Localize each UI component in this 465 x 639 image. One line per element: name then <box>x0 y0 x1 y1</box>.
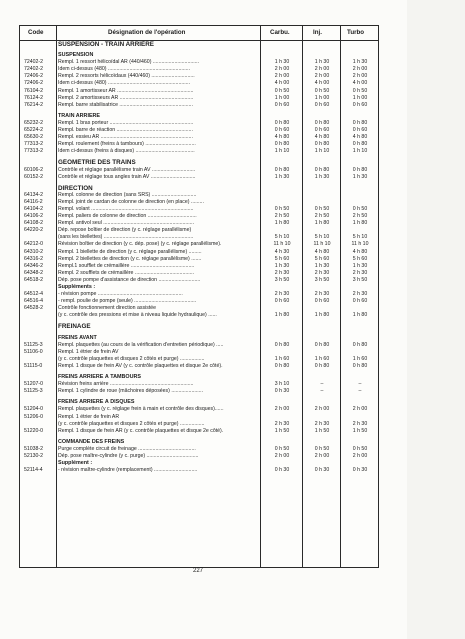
cell-carbu: 0 h 50 <box>274 445 290 452</box>
cell-turbo: 5 h 60 <box>352 255 368 262</box>
cell-turbo: 1 h 30 <box>352 173 368 180</box>
cell-inj: 1 h 30 <box>314 262 330 269</box>
cell-inj: 5 h 10 <box>314 234 330 241</box>
table-row <box>20 73 378 80</box>
header-designation: Désignation de l'opération <box>108 29 186 36</box>
cell-inj: 1 h 80 <box>314 220 330 227</box>
cell-desc: Rempl. 1 ressort hélicoïdal AR (440/460) ................................ <box>58 59 199 66</box>
cell-carbu: 1 h 80 <box>274 312 290 319</box>
cell-desc: (y c. contrôle plaquettes et disques 2 côtés et purge) ................. <box>58 420 205 427</box>
subsection-title <box>20 335 378 342</box>
cell-inj: 0 h 80 <box>314 166 330 173</box>
table-row <box>20 127 378 134</box>
cell-inj: 0 h 50 <box>314 445 330 452</box>
cell-turbo: – <box>358 381 362 388</box>
cell-inj: 0 h 80 <box>314 341 330 348</box>
cell-code: 64528-2 <box>24 305 44 312</box>
cell-carbu: 5 h 60 <box>274 255 290 262</box>
cell-turbo: 0 h 50 <box>352 87 368 94</box>
subsection-title <box>20 113 378 120</box>
cell-code: 64106-2 <box>24 213 44 220</box>
cell-code: 52130-2 <box>24 452 44 459</box>
cell-carbu: 3 h 10 <box>274 381 290 388</box>
cell-carbu: 0 h 80 <box>274 119 290 126</box>
cell-carbu: 1 h 30 <box>274 59 290 66</box>
cell-inj: 1 h 30 <box>314 173 330 180</box>
cell-turbo: 4 h 80 <box>352 134 368 141</box>
cell-desc: Rempl. 1 étrier de frein AV <box>58 348 119 355</box>
cell-inj: 4 h 80 <box>314 134 330 141</box>
cell-inj: 2 h 30 <box>314 291 330 298</box>
cell-code: 76214-2 <box>24 101 44 108</box>
table-row <box>20 428 378 435</box>
table-row <box>20 356 378 363</box>
cell-desc: Dép. repose boîtier de direction (y c. réglage parallélisme) <box>58 227 192 234</box>
table-row <box>20 213 378 220</box>
cell-desc: Dép. pose pompe d'assistance de direction ............................. <box>58 276 201 283</box>
cell-carbu: 2 h 00 <box>274 452 290 459</box>
cell-desc: - révision maître-cylindre (remplacement) .............................. <box>58 467 198 474</box>
subsection-title <box>20 399 378 406</box>
cell-desc: SUSPENSION - TRAIN ARRIÈRE <box>58 41 154 48</box>
cell-inj: 3 h 50 <box>314 276 330 283</box>
table-row <box>20 206 378 213</box>
cell-turbo: 2 h 30 <box>352 420 368 427</box>
cell-code: 64316-2 <box>24 255 44 262</box>
cell-desc: Supplément : <box>58 460 93 467</box>
table-row <box>20 227 378 234</box>
cell-carbu: 1 h 50 <box>274 427 290 434</box>
cell-turbo: 0 h 30 <box>352 467 368 474</box>
header-inj: Inj. <box>313 29 322 36</box>
cell-code: 65224-2 <box>24 127 44 134</box>
cell-code: 60106-2 <box>24 166 44 173</box>
table-row <box>20 95 378 102</box>
cell-desc: FREINS ARRIÈRE À TAMBOURS <box>58 374 141 381</box>
cell-inj: 1 h 80 <box>314 312 330 319</box>
header-code: Code <box>28 29 44 36</box>
cell-turbo: 1 h 30 <box>352 59 368 66</box>
cell-inj: 0 h 60 <box>314 127 330 134</box>
table-row <box>20 381 378 388</box>
cell-turbo: 4 h 00 <box>352 80 368 87</box>
table-row <box>20 446 378 453</box>
cell-desc: Rempl. 2 amortisseurs AR ................................................... <box>58 94 194 101</box>
cell-inj: 2 h 00 <box>314 66 330 73</box>
cell-desc: Contrôle et réglage tous angles train AV ............................... <box>58 173 196 180</box>
cell-turbo: 1 h 80 <box>352 220 368 227</box>
cell-code: 64212-0 <box>24 241 44 248</box>
cell-code: 64104-2 <box>24 205 44 212</box>
cell-code: 51206-0 <box>24 413 44 420</box>
cell-carbu: 1 h 60 <box>274 355 290 362</box>
cell-inj: 0 h 80 <box>314 141 330 148</box>
cell-code: 51106-0 <box>24 348 43 355</box>
cell-desc: Rempl. 2 soufflets de crémaillère ......................................... <box>58 269 194 276</box>
subsection-title <box>20 52 378 59</box>
cell-desc: Contrôle et réglage parallélisme train AV .............................. <box>58 166 196 173</box>
cell-inj: 0 h 50 <box>314 87 330 94</box>
cell-desc: Rempl. 1 disque de frein AV (y c. contrôle plaquettes et disque 2e côté). <box>58 362 223 369</box>
cell-desc: Suppléments : <box>58 284 96 290</box>
cell-desc: Rempl. 2 biellettes de direction (y c. réglage parallélisme) ....... <box>58 255 202 262</box>
cell-inj: 1 h 00 <box>314 94 330 101</box>
table-row <box>20 263 378 270</box>
cell-carbu: 1 h 30 <box>274 173 290 180</box>
table-row <box>20 421 378 428</box>
cell-code: 51125-3 <box>24 341 43 348</box>
cell-desc: FREINS AVANT <box>58 334 97 341</box>
table-row <box>20 305 378 312</box>
table-row <box>20 66 378 73</box>
cell-code: 65630-2 <box>24 134 44 141</box>
table-row <box>20 298 378 305</box>
cell-inj: 1 h 30 <box>314 59 330 66</box>
cell-desc: - rempl. poulie de pompe (seule) ........................................... <box>58 298 197 305</box>
section-title <box>20 323 378 330</box>
cell-carbu: 4 h 30 <box>274 248 290 255</box>
cell-code: 51207-0 <box>24 381 44 388</box>
cell-inj: 2 h 50 <box>314 213 330 220</box>
cell-carbu: 1 h 80 <box>274 220 290 227</box>
cell-code: 77313-2 <box>24 141 44 148</box>
cell-code: 72406-2 <box>24 73 44 80</box>
cell-desc: Idem ci-dessus (480) ......................................................... <box>58 66 191 73</box>
page-number: 227 <box>193 568 204 574</box>
cell-code: 51125-3 <box>24 388 43 395</box>
cell-turbo: 11 h 10 <box>351 241 369 248</box>
table-row <box>20 406 378 413</box>
cell-turbo: 2 h 50 <box>352 213 368 220</box>
cell-code: 60152-2 <box>24 173 44 180</box>
cell-carbu: 2 h 00 <box>274 406 290 413</box>
cell-carbu: 0 h 80 <box>274 166 290 173</box>
cell-desc: Rempl. 2 ressorts hélicoïdaux (440/460) .............................. <box>58 73 195 80</box>
section-title <box>20 159 378 166</box>
cell-desc: - révision pompe ........................................................... <box>58 291 183 298</box>
cell-code: 64518-2 <box>24 276 44 283</box>
subsection-title <box>20 284 378 291</box>
cell-turbo: 2 h 30 <box>352 291 368 298</box>
cell-carbu: 2 h 00 <box>274 73 290 80</box>
table-row <box>20 349 378 356</box>
cell-turbo: 0 h 80 <box>352 119 368 126</box>
cell-carbu: 0 h 80 <box>274 341 290 348</box>
cell-desc: FREINAGE <box>58 323 91 331</box>
cell-turbo: 1 h 50 <box>352 427 368 434</box>
cell-code: 77313-2 <box>24 148 44 155</box>
cell-code: 72402-2 <box>24 66 44 73</box>
cell-inj: – <box>320 388 324 395</box>
cell-carbu: 0 h 30 <box>274 467 290 474</box>
cell-inj: 0 h 80 <box>314 119 330 126</box>
cell-turbo: 3 h 50 <box>352 276 368 283</box>
table-row <box>20 270 378 277</box>
cell-code: 64220-2 <box>24 227 44 234</box>
cell-carbu: 2 h 30 <box>274 291 290 298</box>
section-title <box>20 185 378 192</box>
cell-turbo: 2 h 00 <box>352 73 368 80</box>
cell-carbu: 2 h 30 <box>274 269 290 276</box>
cell-desc: Rempl. barre stabilisatrice ................................................... <box>58 101 193 108</box>
cell-carbu: 4 h 00 <box>274 80 290 87</box>
table-row <box>20 59 378 66</box>
cell-turbo: 5 h 10 <box>352 234 368 241</box>
cell-carbu: 0 h 80 <box>274 141 290 148</box>
table-row <box>20 134 378 141</box>
cell-inj: 0 h 60 <box>314 101 330 108</box>
table-row <box>20 148 378 155</box>
cell-inj: 5 h 60 <box>314 255 330 262</box>
cell-inj: 1 h 50 <box>314 427 330 434</box>
cell-code: 64346-2 <box>24 262 44 269</box>
cell-carbu: 0 h 50 <box>274 87 290 94</box>
cell-carbu: 1 h 00 <box>274 94 290 101</box>
cell-code: 72402-2 <box>24 59 44 66</box>
cell-inj: 0 h 80 <box>314 362 330 369</box>
cell-desc: Rempl. essieu AR ................................................................ <box>58 134 193 141</box>
cell-turbo: 2 h 00 <box>352 406 368 413</box>
cell-code: 64348-2 <box>24 269 44 276</box>
cell-desc: Rempl. volant ....................................................................... <box>58 205 194 212</box>
cell-code: 51220-0 <box>24 427 44 434</box>
cell-turbo: 0 h 50 <box>352 445 368 452</box>
cell-desc: SUSPENSION <box>58 52 94 59</box>
cell-inj: 0 h 30 <box>314 467 330 474</box>
cell-code: 52114-4 <box>24 467 43 474</box>
table-row <box>20 234 378 241</box>
cell-carbu: 3 h 50 <box>274 276 290 283</box>
cell-carbu: 0 h 60 <box>274 101 290 108</box>
cell-inj: 0 h 60 <box>314 298 330 305</box>
cell-turbo: 0 h 80 <box>352 341 368 348</box>
cell-desc: Rempl. plaquettes (y c. réglage frein à main et contrôle des disques)...... <box>58 406 224 413</box>
cell-inj: 2 h 00 <box>314 406 330 413</box>
table-row <box>20 192 378 199</box>
cell-code: 72406-2 <box>24 80 44 87</box>
table-row <box>20 241 378 248</box>
table-row <box>20 174 378 181</box>
cell-turbo: 1 h 30 <box>352 262 368 269</box>
cell-inj: 1 h 60 <box>314 355 330 362</box>
table-row <box>20 414 378 421</box>
subsection-title <box>20 374 378 381</box>
table-row <box>20 342 378 349</box>
cell-desc: Rempl. paliers de colonne de direction .................................. <box>58 213 197 220</box>
cell-inj: 2 h 30 <box>314 420 330 427</box>
cell-code: 64516-4 <box>24 298 44 305</box>
table-row <box>20 467 378 474</box>
header-turbo: Turbo <box>347 29 365 36</box>
table-row <box>20 363 378 370</box>
cell-desc: (sans les biellettes) .............................................................. <box>58 234 194 241</box>
cell-code: 76104-2 <box>24 87 44 94</box>
cell-inj: 2 h 00 <box>314 452 330 459</box>
cell-carbu: 5 h 10 <box>274 234 290 241</box>
cell-carbu: 2 h 30 <box>274 420 290 427</box>
table-row <box>20 453 378 460</box>
table-row <box>20 141 378 148</box>
cell-turbo: 1 h 60 <box>352 355 368 362</box>
cell-carbu: 1 h 30 <box>274 262 290 269</box>
cell-desc: Rempl. 1 disque de frein AR (y c. contrôle plaquettes et disque 2e côté). <box>58 427 224 434</box>
cell-turbo: – <box>358 388 362 395</box>
cell-desc: Révision boîtier de direction (y c. dép. pose) (y c. réglage parallélisme). <box>58 241 222 248</box>
cell-carbu: 0 h 50 <box>274 205 290 212</box>
cell-code: 65232-2 <box>24 119 44 126</box>
cell-desc: Rempl. roulement (freins à tambours) ................................... <box>58 141 196 148</box>
cell-desc: (y c. contrôle des pressions et mise à niveau liquide hydraulique) ...... <box>58 312 217 319</box>
cell-desc: Rempl. antivol seul ............................................................... <box>58 220 195 227</box>
table-row <box>20 80 378 87</box>
table-body <box>20 41 378 474</box>
cell-code: 51204-0 <box>24 406 44 413</box>
cell-code: 51115-0 <box>24 362 43 369</box>
cell-desc: Contrôle fonctionnement direction assistée <box>58 305 157 312</box>
table-row <box>20 102 378 109</box>
cell-desc: TRAIN ARRIÈRE <box>58 112 101 119</box>
cell-turbo: 0 h 60 <box>352 101 368 108</box>
cell-code: 64108-2 <box>24 220 44 227</box>
cell-desc: FREINS ARRIÈRE À DISQUES <box>58 399 135 406</box>
operations-table <box>19 25 379 568</box>
cell-inj: 2 h 00 <box>314 73 330 80</box>
cell-desc: Idem ci-dessus (freins à disques) ......................................... <box>58 148 195 155</box>
cell-desc: Rempl. 1 cylindre de roue (mâchoires déposées) ...................... <box>58 388 204 395</box>
cell-desc: Idem ci-dessus (480) ......................................................... <box>58 80 191 87</box>
cell-carbu: 0 h 80 <box>274 362 290 369</box>
cell-carbu: 0 h 60 <box>274 298 290 305</box>
cell-desc: Rempl. 1 étrier de frein AR <box>58 413 120 420</box>
table-row <box>20 277 378 284</box>
cell-turbo: 0 h 80 <box>352 141 368 148</box>
cell-code: 64310-2 <box>24 248 44 255</box>
table-row <box>20 88 378 95</box>
cell-desc: Révision freins arrière .......................................................... <box>58 381 194 388</box>
cell-carbu: 0 h 30 <box>274 388 290 395</box>
cell-turbo: 1 h 80 <box>352 312 368 319</box>
cell-desc: Rempl. joint de cardan de colonne de direction (en place) ......... <box>58 198 204 205</box>
cell-turbo: 2 h 00 <box>352 66 368 73</box>
header-carbu: Carbu. <box>270 29 290 36</box>
table-header <box>20 26 378 41</box>
cell-carbu: 2 h 00 <box>274 66 290 73</box>
cell-code: 51038-2 <box>24 445 44 452</box>
cell-code: 64134-2 <box>24 191 44 198</box>
cell-desc: Rempl. colonne de direction (sans SRS) ............................... <box>58 191 197 198</box>
cell-desc: (y c. contrôle plaquettes et disques 2 côtés et purge) ................. <box>58 355 205 362</box>
subsection-title <box>20 439 378 446</box>
page-margin <box>407 0 465 639</box>
cell-inj: 11 h 10 <box>313 241 331 248</box>
cell-turbo: 0 h 50 <box>352 205 368 212</box>
cell-code: 64512-4 <box>24 291 44 298</box>
cell-desc: Rempl.1 soufflet de crémaillère ............................................ <box>58 262 195 269</box>
table-row <box>20 120 378 127</box>
cell-carbu: 1 h 10 <box>274 148 290 155</box>
cell-turbo: 0 h 60 <box>352 127 368 134</box>
cell-desc: COMMANDE DES FREINS <box>58 438 125 445</box>
cell-inj: – <box>320 381 324 388</box>
cell-desc: Rempl. 1 amortisseur AR ..................................................... <box>58 87 194 94</box>
cell-turbo: 1 h 10 <box>352 148 368 155</box>
cell-code: 64116-2 <box>24 198 43 205</box>
cell-turbo: 0 h 80 <box>352 362 368 369</box>
cell-turbo: 0 h 60 <box>352 298 368 305</box>
table-row <box>20 199 378 206</box>
section-title <box>20 41 378 48</box>
table-row <box>20 256 378 263</box>
cell-desc: Dép. pose maître-cylindre (y c. purge) .................................... <box>58 452 199 459</box>
table-row <box>20 312 378 319</box>
cell-inj: 0 h 50 <box>314 205 330 212</box>
cell-desc: Rempl. 1 biellette de direction (y c. réglage parallélisme) ......... <box>58 248 202 255</box>
cell-desc: GÉOMÉTRIE DES TRAINS <box>58 159 136 167</box>
cell-desc: DIRECTION <box>58 184 93 192</box>
cell-turbo: 2 h 00 <box>352 452 368 459</box>
cell-code: 76124-2 <box>24 94 44 101</box>
cell-desc: Purge complète circuit de freinage ........................................ <box>58 445 196 452</box>
cell-inj: 4 h 00 <box>314 80 330 87</box>
subsection-title <box>20 460 378 467</box>
table-row <box>20 291 378 298</box>
cell-carbu: 2 h 50 <box>274 213 290 220</box>
cell-carbu: 4 h 80 <box>274 134 290 141</box>
table-row <box>20 167 378 174</box>
cell-desc: Rempl. barre de réaction ..................................................... <box>58 127 193 134</box>
table-row <box>20 249 378 256</box>
table-row <box>20 220 378 227</box>
cell-desc: Rempl. plaquettes (au cours de la vérification d'entretien périodique) ..... <box>58 341 224 348</box>
cell-turbo: 1 h 00 <box>352 94 368 101</box>
cell-turbo: 4 h 80 <box>352 248 368 255</box>
cell-inj: 1 h 10 <box>314 148 330 155</box>
cell-carbu: 0 h 60 <box>274 127 290 134</box>
cell-carbu: 11 h 10 <box>273 241 291 248</box>
cell-turbo: 2 h 30 <box>352 269 368 276</box>
table-row <box>20 388 378 395</box>
cell-inj: 2 h 30 <box>314 269 330 276</box>
cell-inj: 4 h 80 <box>314 248 330 255</box>
cell-desc: Rempl. 1 bras porteur .......................................................... <box>58 119 194 126</box>
cell-turbo: 0 h 80 <box>352 166 368 173</box>
